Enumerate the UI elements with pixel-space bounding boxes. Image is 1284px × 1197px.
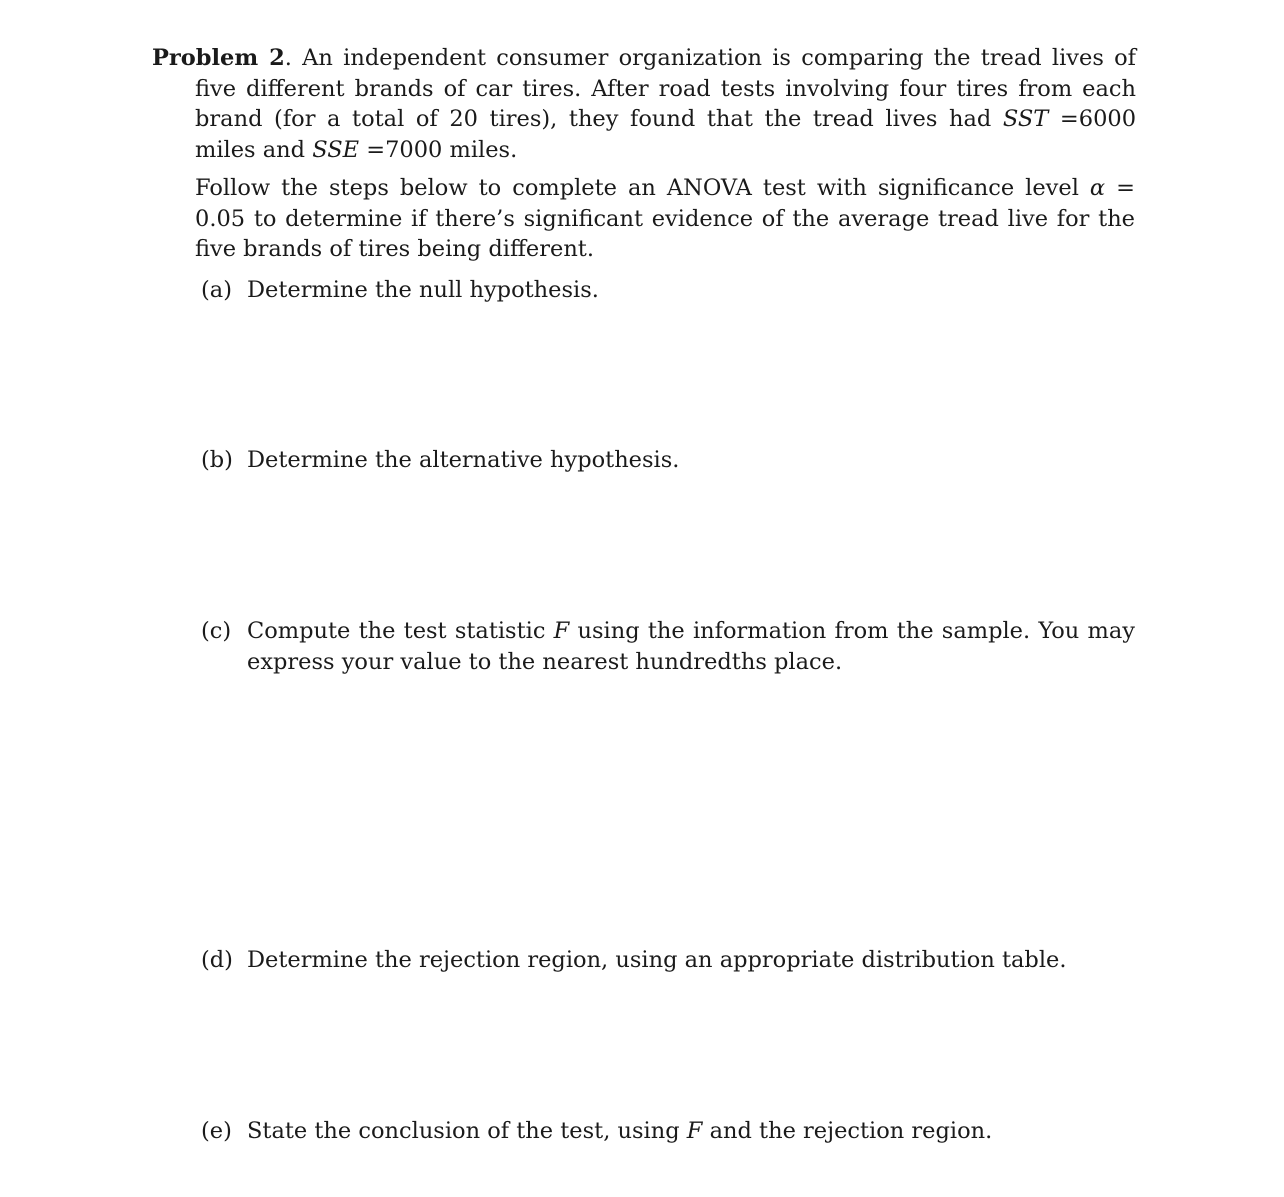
f-symbol: F bbox=[553, 618, 570, 644]
f-symbol: F bbox=[686, 1118, 703, 1144]
part-c bbox=[201, 616, 1135, 677]
part-c-text-end: using the information from the sample. You may express your value to the nearest hundredths place. bbox=[247, 618, 1135, 675]
problem-intro-text: . An independent consumer organization is comparing the tread lives of five different brands of car tires. After road tests involving four tires from each brand (for a total of 20 tires), they found that the tread lives had bbox=[195, 45, 1137, 132]
part-label: (b) bbox=[201, 447, 233, 473]
part-e bbox=[201, 1116, 1135, 1147]
problem-heading: Problem 2 bbox=[152, 45, 285, 71]
part-d bbox=[201, 945, 1135, 976]
part-e-text-start: State the conclusion of the test, using bbox=[247, 1118, 687, 1144]
part-b bbox=[201, 445, 1135, 476]
part-label: (d) bbox=[201, 947, 233, 973]
part-a-text: Determine the null hypothesis. bbox=[247, 277, 599, 303]
part-b-text: Determine the alternative hypothesis. bbox=[247, 447, 680, 473]
part-d-text: Determine the rejection region, using an appropriate distribution table. bbox=[247, 947, 1067, 973]
part-c-text-start: Compute the test statistic bbox=[247, 618, 554, 644]
problem-statement bbox=[152, 43, 1136, 165]
instructions-paragraph bbox=[195, 173, 1135, 265]
part-c-text bbox=[247, 616, 1135, 677]
sse-value: =7000 miles. bbox=[359, 136, 518, 163]
sse-symbol: SSE bbox=[312, 136, 360, 163]
alpha-symbol: α bbox=[1089, 175, 1106, 201]
instructions-text-continued: = 0.05 to determine if there’s significant evidence of the average tread live for the five brands of tires being different. bbox=[195, 175, 1135, 262]
part-label: (a) bbox=[201, 277, 232, 303]
part-label: (c) bbox=[201, 618, 232, 644]
sst-value: =6000 miles and bbox=[195, 106, 1137, 163]
sst-symbol: SST bbox=[1002, 106, 1049, 132]
part-e-text-end: and the rejection region. bbox=[702, 1118, 993, 1144]
part-a bbox=[201, 275, 1135, 306]
instructions-text: Follow the steps below to complete an ANOVA test with significance level bbox=[195, 175, 1090, 201]
part-label: (e) bbox=[201, 1118, 232, 1144]
part-e-text bbox=[247, 1116, 1135, 1147]
